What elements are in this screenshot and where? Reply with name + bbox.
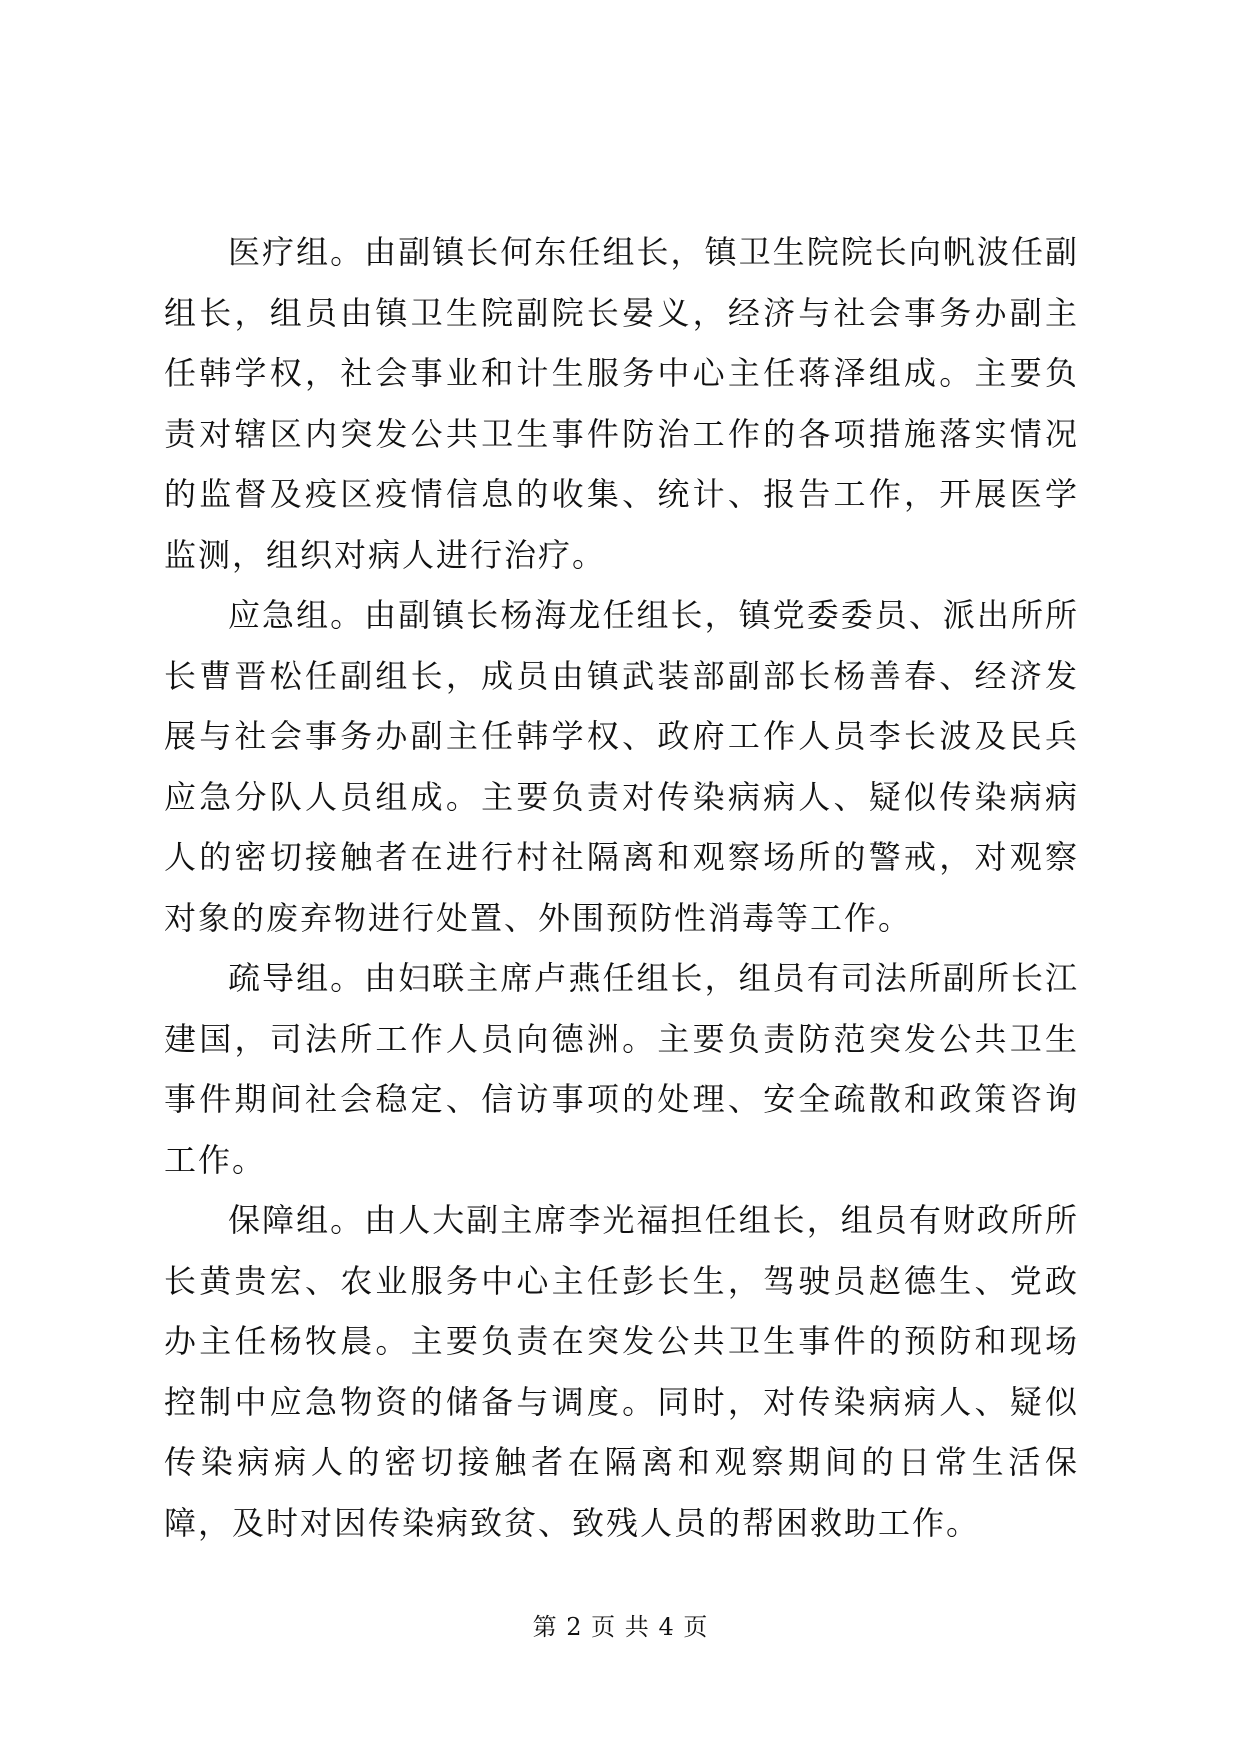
paragraph-medical-group: 医疗组。由副镇长何东任组长，镇卫生院院长向帆波任副组长，组员由镇卫生院副院长晏义，经济与社会事务办副主任韩学权，社会事业和计生服务中心主任蒋泽组成。主要负责对辖区内突发公共卫生事件防治工作的各项措施落实情况的监督及疫区疫情信息的收集、统计、报告工作，开展医学监测，组织对病人进行治疗。 — [164, 233, 1079, 574]
paragraph-emergency-group: 应急组。由副镇长杨海龙任组长，镇党委委员、派出所所长曹晋松任副组长，成员由镇武装部副部长杨善春、经济发展与社会事务办副主任韩学权、政府工作人员李长波及民兵应急分队人员组成。主要负责对传染病病人、疑似传染病病人的密切接触者在进行村社隔离和观察场所的警戒，对观察对象的废弃物进行处置、外围预防性消毒等工作。 — [164, 596, 1079, 937]
paragraph-guidance-group: 疏导组。由妇联主席卢燕任组长，组员有司法所副所长江建国，司法所工作人员向德洲。主要负责防范突发公共卫生事件期间社会稳定、信访事项的处理、安全疏散和政策咨询工作。 — [164, 959, 1079, 1179]
page-number-footer: 第 2 页 共 4 页 — [532, 1613, 709, 1641]
document-body — [164, 222, 1079, 1553]
paragraph-support-group: 保障组。由人大副主席李光福担任组长，组员有财政所所长黄贵宏、农业服务中心主任彭长生，驾驶员赵德生、党政办主任杨牧晨。主要负责在突发公共卫生事件的预防和现场控制中应急物资的储备与调度。同时，对传染病病人、疑似传染病病人的密切接触者在隔离和观察期间的日常生活保障，及时对因传染病致贫、致残人员的帮困救助工作。 — [164, 1201, 1079, 1542]
